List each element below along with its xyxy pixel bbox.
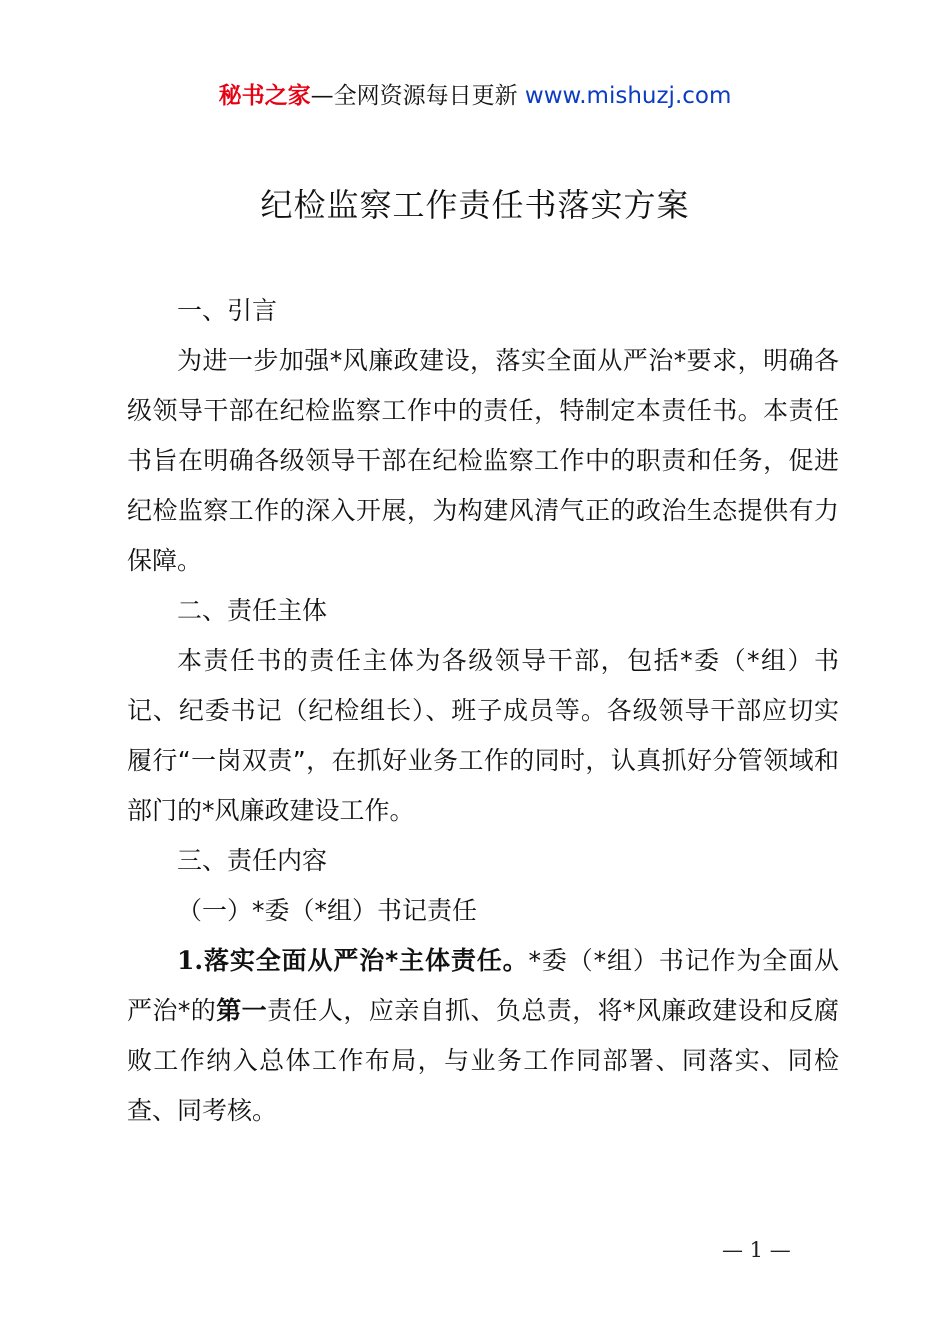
list-item-text-a: *委（*组）书记作为全面从严治*的: [127, 946, 839, 1025]
header-tagline: —全网资源每日更新: [310, 83, 518, 109]
site-url-link[interactable]: www.mishuzj.com: [524, 83, 732, 109]
list-item-1: [127, 936, 839, 1136]
list-item-bold-lead: 落实全面从严治*主体责任。: [203, 946, 529, 975]
site-header: [0, 80, 950, 112]
section-heading-subject: 二、责任主体: [177, 596, 328, 625]
document-title: 纪检监察工作责任书落实方案: [260, 186, 690, 224]
list-item-text-b: 责任人，应亲自抓、负总责，将*风廉政建设和反腐败工作纳入总体工作布局，与业务工作同部署、同落实、同检查、同考核。: [127, 996, 839, 1125]
paragraph-intro: 为进一步加强*风廉政建设，落实全面从严治*要求，明确各级领导干部在纪检监察工作中的责任，特制定本责任书。本责任书旨在明确各级领导干部在纪检监察工作中的职责和任务，促进纪检监察工作的深入开展，为构建风清气正的政治生态提供有力保障。: [127, 346, 839, 575]
brand-name: 秘书之家: [218, 83, 311, 109]
paragraph-subject: 本责任书的责任主体为各级领导干部，包括*委（*组）书记、纪委书记（纪检组长）、班子成员等。各级领导干部应切实履行“一岗双责”，在抓好业务工作的同时，认真抓好分管领域和部门的*风廉政建设工作。: [127, 646, 839, 825]
section-heading-intro: 一、引言: [177, 296, 278, 325]
document-body: [127, 286, 839, 1136]
list-item-number: 1.: [177, 946, 204, 975]
page-number: — 1 —: [722, 1238, 791, 1262]
list-item-bold-emphasis: 第一: [216, 996, 268, 1025]
section-heading-content: 三、责任内容: [177, 846, 328, 875]
subsection-heading-secretary: （一）*委（*组）书记责任: [177, 896, 478, 925]
